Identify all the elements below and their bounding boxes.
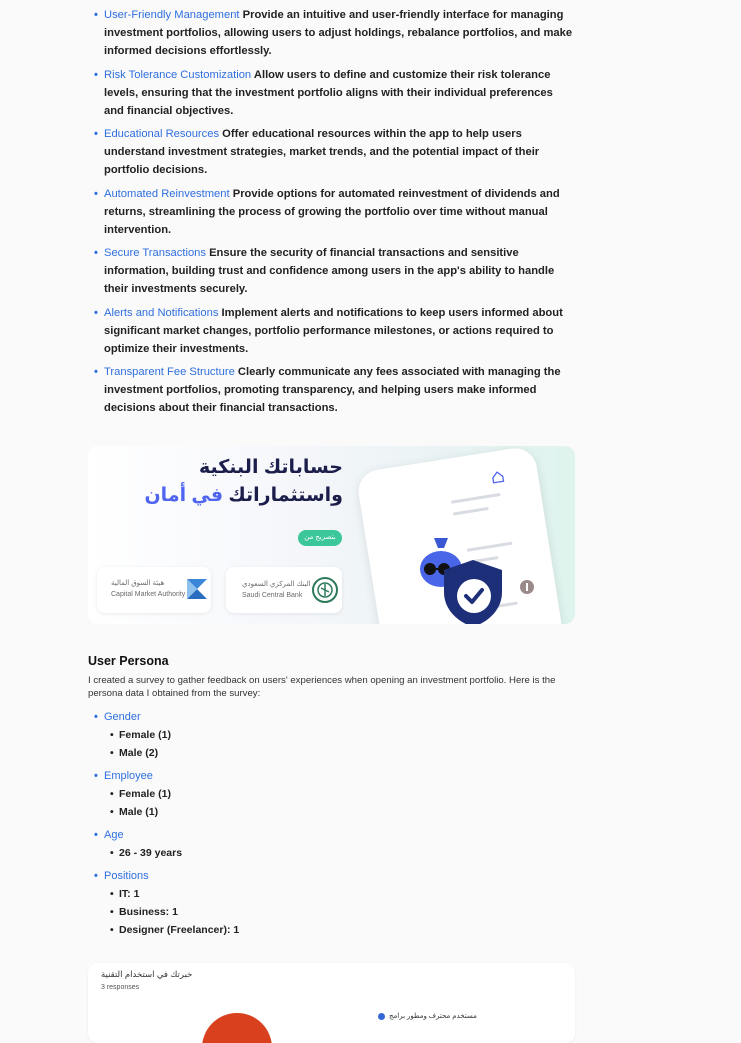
sama-logo-card (226, 567, 342, 613)
feature-title[interactable]: User-Friendly Management (104, 9, 240, 21)
feature-title[interactable]: Secure Transactions (104, 247, 206, 259)
legend-label: مستخدم محترف ومطور برامج (389, 1013, 477, 1020)
chart-legend (378, 1012, 477, 1020)
feature-text: Allow users to define and customize their risk tolerance levels, ensuring that the investment portfolio aligns with their individual preferences and financial objectives. (104, 68, 553, 117)
placeholder-line (453, 507, 489, 516)
licensed-by-badge: بتصريح من (298, 530, 342, 546)
feature-text: Clearly communicate any fees associated with managing the investment portfolios, promoting transparency, and helping users make informed decisions about their financial transactions. (104, 366, 561, 414)
feature-title[interactable]: Automated Reinvestment (104, 187, 230, 200)
feature-title[interactable]: Risk Tolerance Customization (104, 68, 252, 81)
features-list (94, 6, 574, 423)
pie-chart (202, 1013, 272, 1043)
list-item: • Business: 1 (110, 903, 564, 921)
list-item: • IT: 1 (110, 885, 564, 903)
cma-logo-icon (187, 579, 207, 599)
persona-sublist (104, 844, 564, 862)
survey-results-card (88, 963, 575, 1043)
legend-dot-icon (378, 1013, 385, 1020)
feature-text: Ensure the security of financial transactions and sensitive information, building trust and confidence among users in the app's ability to handle their investments securely. (104, 247, 555, 295)
list-item (94, 304, 574, 358)
persona-sublist (104, 726, 564, 762)
survey-question: خبرتك في استخدام التقنية (101, 969, 193, 979)
persona-group-label[interactable]: Employee (104, 770, 153, 782)
feature-title[interactable]: Educational Resources (104, 128, 220, 140)
sama-name-en: Saudi Central Bank (242, 592, 303, 599)
feature-text: Provide options for automated reinvestment of dividends and returns, streamlining the process of growing the portfolio over time without manual intervention. (104, 187, 560, 236)
cma-name-en: Capital Market Authority (111, 591, 186, 598)
feature-text: Offer educational resources within the app to help users understand investment strategies, market trends, and the potential impact of their portfolio decisions. (104, 128, 540, 176)
list-item (94, 125, 574, 179)
placeholder-line (467, 542, 513, 552)
persona-sublist (104, 885, 564, 939)
list-item (94, 363, 574, 417)
sama-emblem-icon (312, 577, 338, 603)
cma-name-ar: هيئة السوق المالية (111, 580, 165, 587)
cma-logo-card (97, 567, 211, 613)
list-item: • Male (1) (110, 803, 564, 821)
persona-sublist (104, 785, 564, 821)
feature-text: Implement alerts and notifications to keep users informed about significant market changes, portfolio performance milestones, or actions required to optimize their investments. (104, 306, 563, 355)
list-item: • Female (1) (110, 785, 564, 803)
home-icon (491, 470, 505, 484)
list-item: • 26 - 39 years (110, 844, 564, 862)
persona-group (94, 767, 564, 821)
info-badge-icon (520, 580, 534, 594)
feature-title[interactable]: Alerts and Notifications (104, 306, 219, 319)
shield-check-icon (440, 558, 506, 624)
feature-title[interactable]: Transparent Fee Structure (104, 366, 235, 378)
response-count: 3 responses (101, 984, 140, 991)
list-item (94, 185, 574, 239)
banner-heading-line1: حساباتك البنكية (198, 457, 343, 478)
persona-list (94, 708, 564, 944)
list-item (94, 6, 574, 60)
placeholder-line (451, 493, 501, 504)
persona-group-label[interactable]: Gender (104, 711, 141, 723)
persona-group (94, 867, 564, 939)
list-item (94, 244, 574, 298)
list-item: • Designer (Freelancer): 1 (110, 921, 564, 939)
banner-heading-line2 (144, 484, 343, 507)
persona-group (94, 708, 564, 762)
section-heading: User Persona (88, 654, 169, 668)
banner-heading-accent: في أمان (144, 485, 224, 506)
list-item: • Female (1) (110, 726, 564, 744)
persona-group (94, 826, 564, 862)
persona-intro: I created a survey to gather feedback on users' experiences when opening an investment portfolio. Here is the persona data I obtained from the survey: (88, 675, 556, 699)
persona-group-label[interactable]: Age (104, 829, 124, 841)
list-item (94, 66, 574, 120)
list-item: • Male (2) (110, 744, 564, 762)
promo-banner-image (88, 446, 575, 624)
sama-name-ar: البنك المركزي السعودي (242, 581, 311, 588)
banner-heading-main: واستثماراتك (223, 485, 343, 506)
persona-group-label[interactable]: Positions (104, 870, 149, 882)
feature-text: Provide an intuitive and user-friendly interface for managing investment portfolios, allowing users to adjust holdings, rebalance portfolios, and make informed decisions effortlessly. (104, 9, 573, 57)
